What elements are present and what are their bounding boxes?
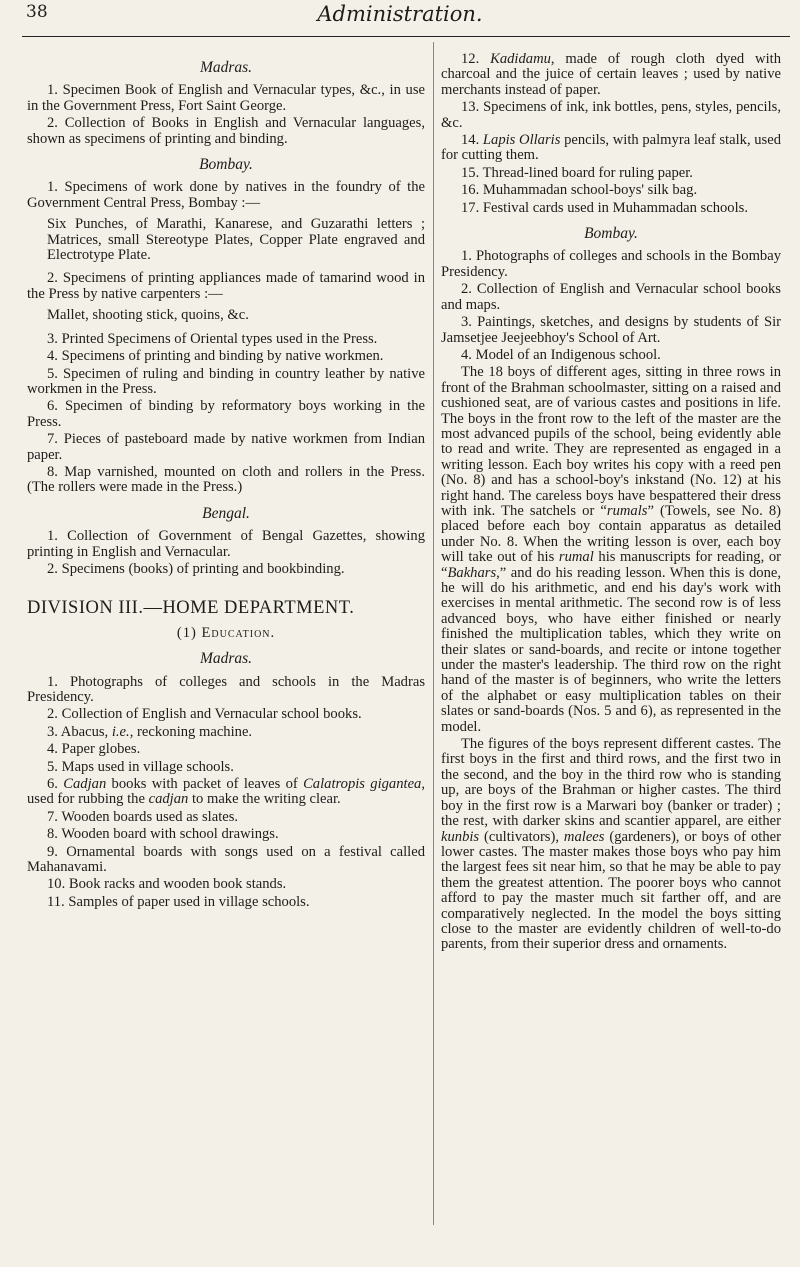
- list-item: 6. Cadjan books with packet of leaves of Calatropis gigantea, used for rubbing the cadjan to make the writing clear.: [27, 776, 426, 808]
- list-item: 4. Specimens of printing and binding by native workmen.: [47, 348, 384, 365]
- section-heading-bombay: Bombay.: [199, 156, 253, 174]
- list-item: 8. Wooden board with school drawings.: [47, 826, 279, 843]
- list-item-detail: Six Punches, of Marathi, Kanarese, and Guzarathi letters ; Matrices, small Stereotype Plates, Copper Plate engraved and Electrotype Plate.: [47, 216, 425, 264]
- list-item: 10. Book racks and wooden book stands.: [47, 876, 287, 893]
- list-item: 2. Collection of English and Vernacular school books and maps.: [441, 281, 781, 313]
- list-item: 1. Specimen Book of English and Vernacular types, &c., in use in the Government Press, Fort Saint George.: [27, 82, 425, 114]
- education-heading-label: Education.: [201, 624, 276, 641]
- education-heading-number: (1): [176, 624, 202, 641]
- list-item: 17. Festival cards used in Muhammadan schools.: [461, 199, 748, 216]
- column-divider: [433, 42, 434, 1225]
- header-rule: [22, 36, 790, 37]
- list-item: 11. Samples of paper used in village schools.: [47, 893, 310, 910]
- list-item: 4. Model of an Indigenous school.: [461, 346, 661, 363]
- list-item-detail: Mallet, shooting stick, quoins, &c.: [47, 307, 249, 324]
- list-item: 15. Thread-lined board for ruling paper.: [461, 164, 693, 181]
- list-item: 14. Lapis Ollaris pencils, with palmyra leaf stalk, used for cutting them.: [441, 132, 782, 164]
- running-title: Administration.: [317, 2, 483, 26]
- list-item: 3. Paintings, sketches, and designs by students of Sir Jamsetjee Jeejeebhoy's School of Art.: [441, 314, 781, 346]
- list-item: 8. Map varnished, mounted on cloth and rollers in the Press. (The rollers were made in the Press.): [27, 463, 425, 496]
- list-item: 4. Paper globes.: [47, 741, 141, 758]
- list-item: 6. Specimen of binding by reformatory boys working in the Press.: [27, 398, 425, 430]
- right-column: [441, 52, 781, 955]
- left-column: [27, 52, 425, 912]
- section-heading-madras: Madras.: [199, 59, 253, 76]
- model-description-paragraph: The 18 boys of different ages, sitting in three rows in front of the Brahman schoolmaster, sitting on a raised and cushioned seat, are of various castes and positions in life. The boys in the front row to the left of the master are the most advanced pupils of the school, being evidently able to read and write. They are represented as engaged in a writing lesson. Each boy writes his copy with a reed pen (No. 8) and has a school-boy's inkstand (No. 12) at his right hand. The careless boys have bespattered their dress with ink. The satchels or “rumals” (Towels, see No. 8) placed before each boy contain apparatus as detailed under No. 8. When the writing lesson is over, each boy will take out of his rumal his manuscripts for reading, or “Bakhars,” and do his reading lesson. When this is done, he will do his arithmetic, and end his day's work with exercises in mental arithmetic. The second row is of less advanced boys, who have either finished or nearly finished the multiplication tables, which they write on their slates or sand-boards, and recite or intone together under the master's leadership. The third row on the right hand of the master is of beginners, who write the letters of the alphabet or easy multiplication tables on their slates or sand-boards (Nos. 5 and 6), as represented in the model.: [441, 364, 781, 735]
- list-item: 5. Specimen of ruling and binding in country leather by native workmen in the Press.: [27, 365, 425, 397]
- list-item: 2. Collection of English and Vernacular school books.: [47, 706, 362, 723]
- list-item: 1. Collection of Government of Bengal Gazettes, showing printing in English and Vernacular.: [27, 528, 425, 560]
- list-item: 3. Printed Specimens of Oriental types used in the Press.: [47, 330, 378, 347]
- list-item: 7. Wooden boards used as slates.: [47, 808, 239, 825]
- list-item: 1. Photographs of colleges and schools in the Madras Presidency.: [27, 673, 425, 705]
- page-number: 38: [26, 2, 48, 22]
- castes-paragraph: The figures of the boys represent different castes. The first boys in the first and third rows, and the first two in the second, and the boy in the third row who is standing up, are boys of the Brahman or higher castes. The third boy in the first row is a Marwari boy (banker or trader) ; the rest, with darker skins and scantier apparel, are either kunbis (cultivators), malees (gardeners), or boys of other lower castes. The master makes those boys who pay him the largest fees sit near him, so that he may be able to pay them the greatest attention. The poorer boys who cannot afford to pay the master much sit farther off, and are comparatively neglected. In the model the boys sitting close to the master are evidently children of well-to-do parents, from their superior dress and ornaments.: [441, 736, 781, 953]
- section-heading-bombay-education: Bombay.: [584, 225, 638, 243]
- list-item: 7. Pieces of pasteboard made by native workmen from Indian paper.: [27, 431, 425, 463]
- list-item: 3. Abacus, i.e., reckoning machine.: [47, 723, 253, 740]
- section-heading-bengal: Bengal.: [202, 504, 250, 522]
- list-item: 9. Ornamental boards with songs used on a festival called Mahanavami.: [27, 843, 425, 876]
- list-item: 1. Specimens of work done by natives in the foundry of the Government Central Press, Bombay :—: [27, 179, 425, 211]
- education-heading: [27, 626, 425, 641]
- list-item: 2. Collection of Books in English and Vernacular languages, shown as specimens of printing and binding.: [27, 115, 425, 147]
- section-heading-madras-education: Madras.: [199, 650, 253, 668]
- division-heading: DIVISION III.—HOME DEPARTMENT.: [27, 598, 355, 619]
- list-item: 16. Muhammadan school-boys' silk bag.: [461, 182, 698, 199]
- list-item: 2. Specimens (books) of printing and bookbinding.: [47, 560, 345, 577]
- list-item: 12. Kadidamu, made of rough cloth dyed with charcoal and the juice of certain leaves ; used by native merchants instead of paper.: [441, 51, 782, 98]
- list-item: 1. Photographs of colleges and schools in the Bombay Presidency.: [441, 248, 781, 280]
- list-item: 2. Specimens of printing appliances made of tamarind wood in the Press by native carpenters :—: [27, 270, 425, 302]
- list-item: 5. Maps used in village schools.: [47, 758, 234, 775]
- list-item: 13. Specimens of ink, ink bottles, pens, styles, pencils, &c.: [441, 99, 781, 131]
